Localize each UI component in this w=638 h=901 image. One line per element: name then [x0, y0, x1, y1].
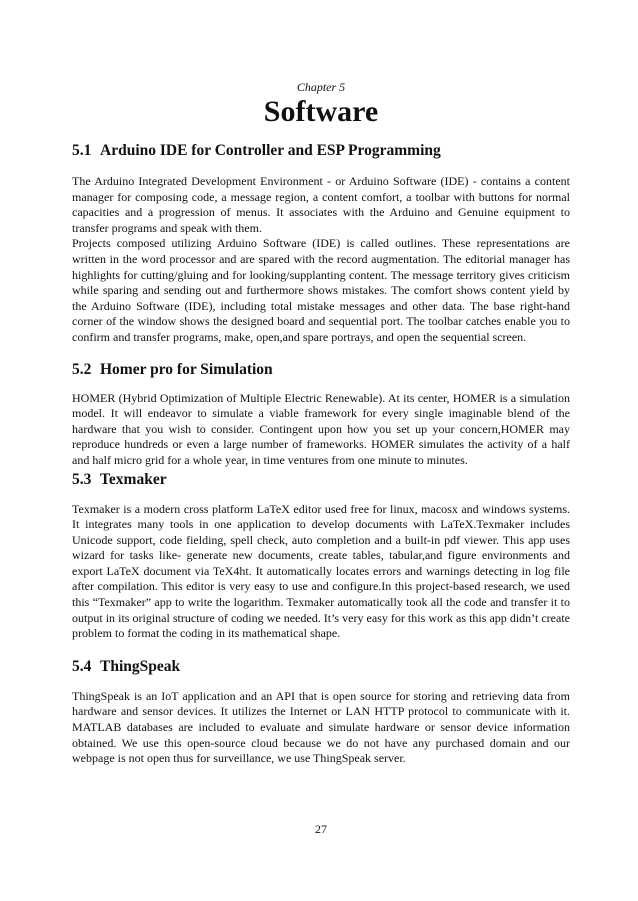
section-heading: [72, 657, 570, 677]
section-heading: [72, 470, 570, 490]
section-arduino-ide: [72, 141, 570, 346]
section-heading: [72, 360, 570, 380]
section-number: 5.1: [72, 142, 92, 159]
section-number: 5.2: [72, 360, 92, 378]
chapter-title: Software: [263, 95, 379, 128]
paragraph: Texmaker is a modern cross platform LaTeX editor used free for linux, macosx and windows systems. It integrates many tools in one application to develop documents with LaTeX.Texmaker includes Unicode support, code fielding, spell check, auto completion and a built-in pdf viewer. This app uses wizard for tasks like- generate new documents, create tables, tabular,and figure environments and export LaTeX document via TeX4ht. It automatically locates errors and warnings detecting in log file after compilation. This editor is very easy to use and configure.In this project-based research, we used this “Texmaker” app to write the logarithm. Texmaker automatically took all the code and transfer it to output in its original structure of coding we needed. It’s very easy for this work as this app didn’t create problem to format the coding in its mathematical shape.: [72, 501, 570, 641]
section-number: 5.3: [72, 470, 92, 488]
document-page: [72, 0, 570, 901]
paragraph: ThingSpeak is an IoT application and an API that is open source for storing and retrieving data from hardware and sensor devices. It utilizes the Internet or LAN HTTP protocol to communicate with it. MATLAB databases are included to evaluate and simulate hardware or sensor device information obtained. We use this open-source cloud because we do not have any purchased domain and our webpage is not open thus for surveillance, we use ThingSpeak server.: [72, 688, 570, 766]
section-heading: [72, 141, 570, 161]
section-title: Homer pro for Simulation: [100, 360, 273, 378]
section-title: Texmaker: [100, 470, 167, 488]
section-title: Arduino IDE for Controller and ESP Programming: [100, 142, 441, 159]
section-thingspeak: [72, 657, 570, 767]
page-number: 27: [315, 822, 327, 836]
paragraph: HOMER (Hybrid Optimization of Multiple Electric Renewable). At its center, HOMER is a simulation model. It will endeavor to simulate a viable framework for every single imaginable blend of the hardware that you wish to consider. Contingent upon how you set up your concern,HOMER may reproduce hundreds or even a large number of frameworks. HOMER simulates the activity of a half and half micro grid for a whole year, in time ventures from one minute to minutes.: [72, 390, 570, 467]
paragraph: The Arduino Integrated Development Environment - or Arduino Software (IDE) - contains a content manager for composing code, a message region, a content comfort, a toolbar with buttons for normal capacities and a progression of menus. It associates with the Arduino and Genuine equipment to transfer programs and speak with them.: [72, 174, 570, 235]
chapter-content: [72, 141, 570, 767]
chapter-label: Chapter 5: [296, 80, 346, 94]
section-homer-pro: [72, 360, 570, 469]
section-title: ThingSpeak: [100, 657, 181, 675]
section-number: 5.4: [72, 657, 92, 675]
section-texmaker: [72, 470, 570, 642]
paragraph: Projects composed utilizing Arduino Software (IDE) is called outlines. These representations are written in the word processor and are spared with the record augmentation. The editorial manager has highlights for cutting/gluing and for looking/supplanting content. The message territory gives criticism while sparing and sending out and furthermore shows mistakes. The comfort shows content yield by the Arduino Software (IDE), including total mistake messages and other data. The base right-hand corner of the window shows the designed board and sequential port. The toolbar catches enable you to confirm and transfer programs, make, open,and spare portrays, and open the sequential screen.: [72, 236, 570, 344]
